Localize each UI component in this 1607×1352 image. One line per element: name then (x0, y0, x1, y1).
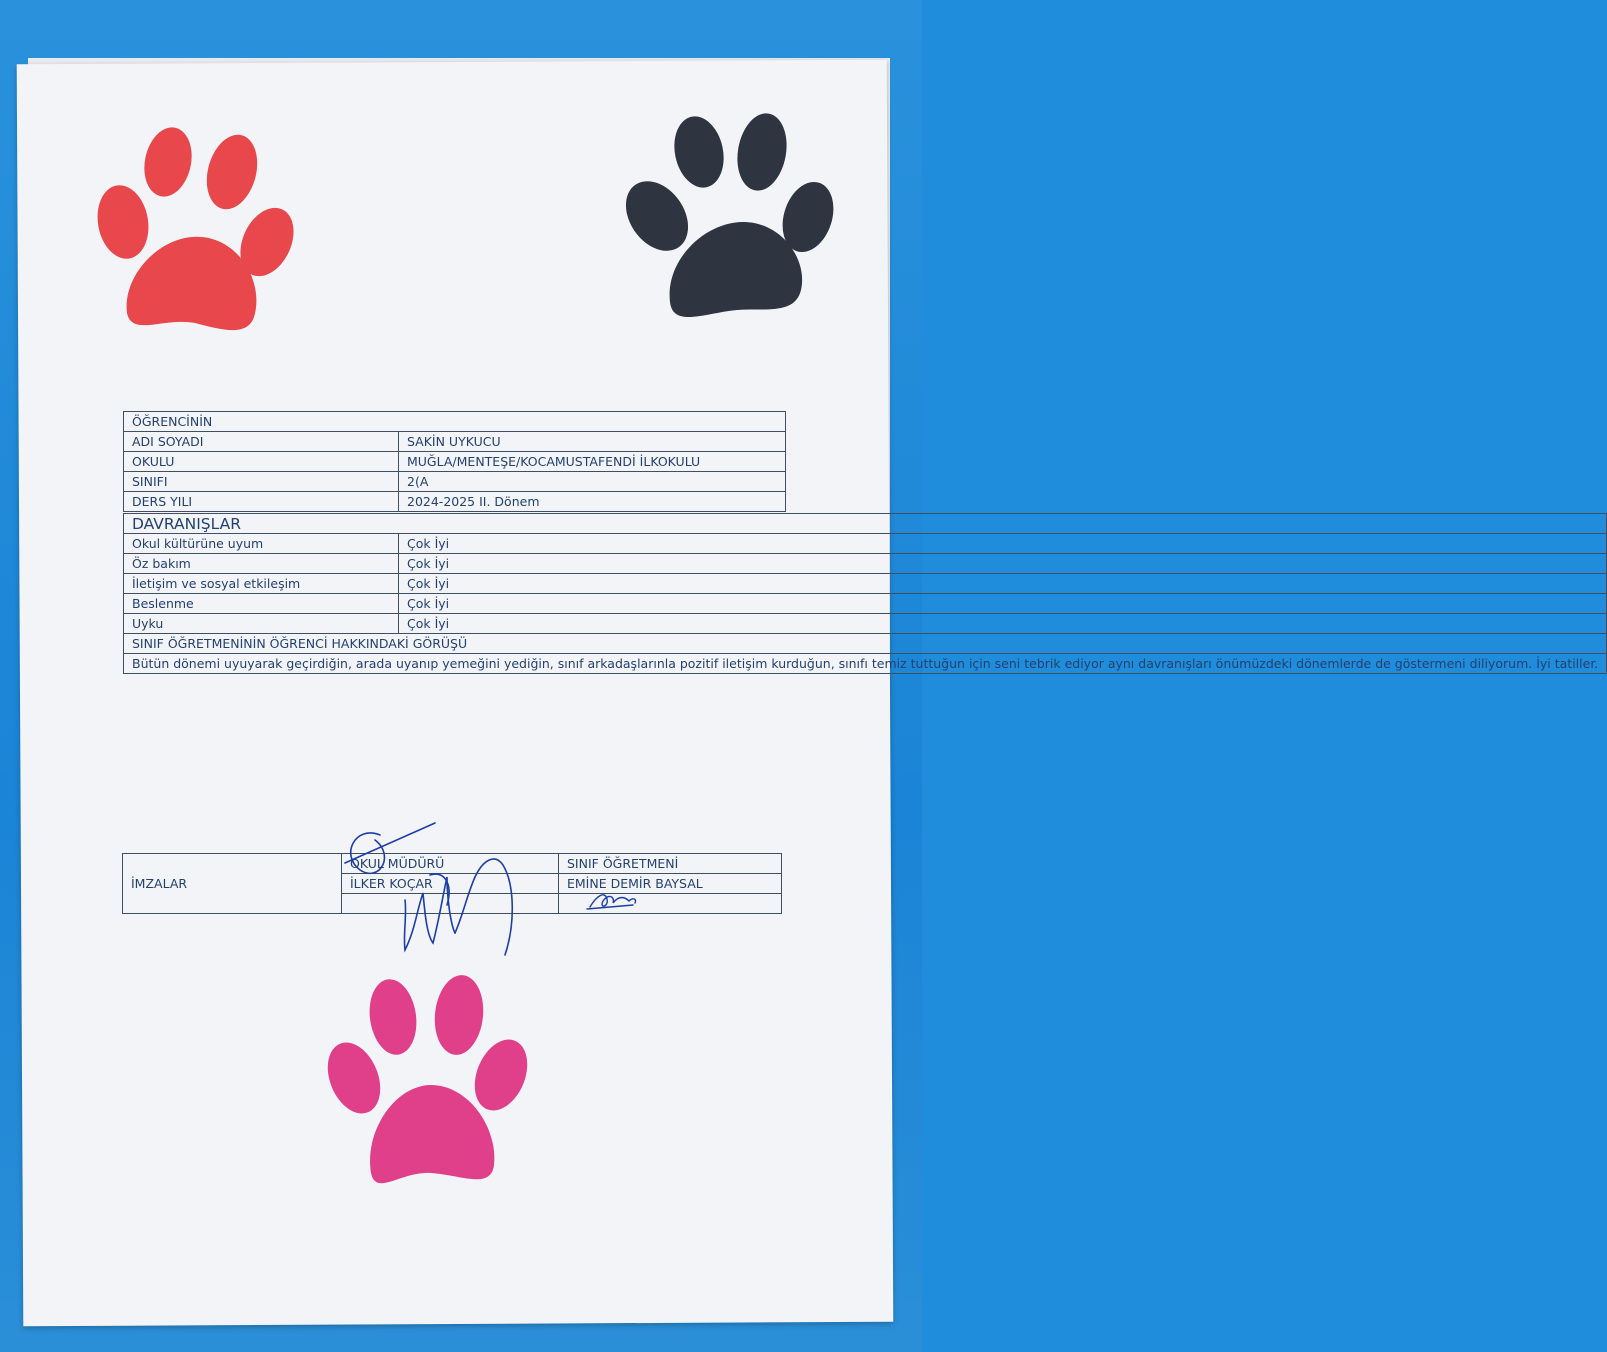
signatures-table (122, 853, 782, 914)
principal-signature-cell (342, 894, 559, 914)
teacher-title: SINIF ÖĞRETMENİ (559, 854, 782, 874)
student-info-table (123, 411, 786, 512)
field-label: SINIFI (124, 472, 399, 492)
signature-row (123, 854, 782, 874)
field-value: SAKİN UYKUCU (399, 432, 786, 452)
principal-title: OKUL MÜDÜRÜ (342, 854, 559, 874)
behavior-label: Öz bakım (124, 554, 399, 574)
field-label: DERS YILI (124, 492, 399, 512)
black-paw-icon (625, 110, 840, 325)
table-row (124, 432, 786, 452)
student-header-row (124, 412, 786, 432)
signatures-label: İMZALAR (123, 854, 342, 914)
behavior-label: Beslenme (124, 594, 399, 614)
table-row (124, 594, 1607, 614)
table-row (124, 472, 786, 492)
table-row (124, 492, 786, 512)
teacher-signature-cell (559, 894, 782, 914)
principal-name: İLKER KOÇAR (342, 874, 559, 894)
field-value: MUĞLA/MENTEŞE/KOCAMUSTAFENDİ İLKOKULU (399, 452, 786, 472)
table-row (124, 574, 1607, 594)
behavior-label: Uyku (124, 614, 399, 634)
behaviors-table (123, 513, 1607, 674)
table-row (124, 534, 1607, 554)
behavior-label: Okul kültürüne uyum (124, 534, 399, 554)
behavior-label: İletişim ve sosyal etkileşim (124, 574, 399, 594)
behaviors-title-row (124, 514, 1607, 534)
behavior-value: Çok İyi (399, 594, 1607, 614)
opinion-title: SINIF ÖĞRETMENİNİN ÖĞRENCİ HAKKINDAKİ GÖRÜŞÜ (124, 634, 1607, 654)
field-value: 2024-2025 II. Dönem (399, 492, 786, 512)
field-value: 2(A (399, 472, 786, 492)
opinion-text-row (124, 654, 1607, 674)
table-row (124, 614, 1607, 634)
student-header: ÖĞRENCİNİN (124, 412, 786, 432)
opinion-title-row (124, 634, 1607, 654)
opinion-text: Bütün dönemi uyuyarak geçirdiğin, arada uyanıp yemeğini yediğin, sınıf arkadaşlarınla pozitif iletişim kurduğun, sınıfı temiz tuttuğun için seni tebrik ediyor aynı davranışları önümüzdeki dönemlerde de göstermeni diliyorum. İyi tatiller. (124, 654, 1607, 674)
teacher-name: EMİNE DEMİR BAYSAL (559, 874, 782, 894)
table-row (124, 452, 786, 472)
field-label: OKULU (124, 452, 399, 472)
behavior-value: Çok İyi (399, 574, 1607, 594)
table-row (124, 554, 1607, 574)
behavior-value: Çok İyi (399, 534, 1607, 554)
behavior-value: Çok İyi (399, 554, 1607, 574)
behavior-value: Çok İyi (399, 614, 1607, 634)
pink-paw-icon (326, 975, 536, 1190)
behaviors-title: DAVRANIŞLAR (124, 514, 1607, 534)
field-label: ADI SOYADI (124, 432, 399, 452)
red-paw-icon (92, 125, 302, 335)
